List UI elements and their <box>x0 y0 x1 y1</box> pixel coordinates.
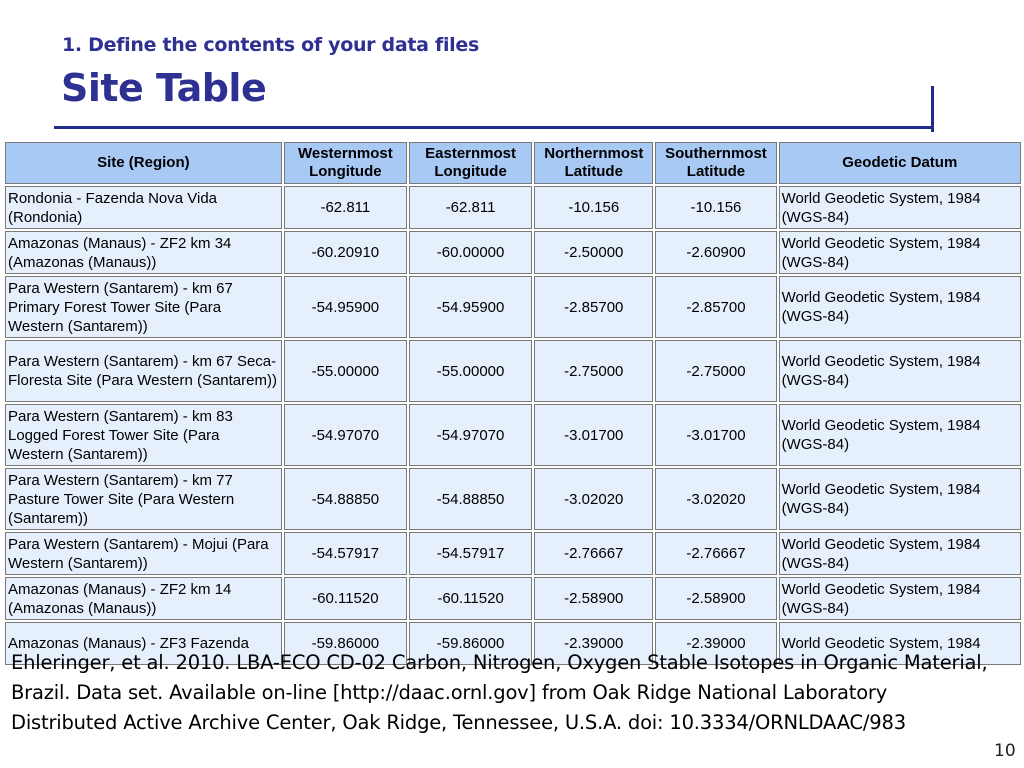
cell-north-lat: -2.85700 <box>534 276 653 338</box>
cell-west-lon: -60.11520 <box>284 577 407 620</box>
table-header-row <box>5 142 1021 184</box>
cell-site: Para Western (Santarem) - km 67 Seca-Floresta Site (Para Western (Santarem)) <box>5 340 282 402</box>
cell-south-lat: -3.02020 <box>655 468 776 530</box>
cell-west-lon: -55.00000 <box>284 340 407 402</box>
cell-datum: World Geodetic System, 1984 (WGS-84) <box>779 186 1021 229</box>
cell-datum: World Geodetic System, 1984 (WGS-84) <box>779 532 1021 575</box>
cell-site: Para Western (Santarem) - km 83 Logged Forest Tower Site (Para Western (Santarem)) <box>5 404 282 466</box>
header-southernmost-latitude: Southernmost Latitude <box>655 142 776 184</box>
title-underline-tick <box>931 86 934 132</box>
cell-west-lon: -62.811 <box>284 186 407 229</box>
cell-site: Amazonas (Manaus) - ZF2 km 14 (Amazonas (Manaus)) <box>5 577 282 620</box>
cell-datum: World Geodetic System, 1984 (WGS-84) <box>779 468 1021 530</box>
cell-datum: World Geodetic System, 1984 (WGS-84) <box>779 577 1021 620</box>
cell-west-lon: -54.95900 <box>284 276 407 338</box>
table-row <box>5 577 1021 620</box>
cell-east-lon: -54.95900 <box>409 276 532 338</box>
page-number: 10 <box>994 741 1016 761</box>
cell-south-lat: -2.76667 <box>655 532 776 575</box>
table-row <box>5 340 1021 402</box>
cell-south-lat: -2.39000 <box>655 622 776 665</box>
table-row <box>5 404 1021 466</box>
cell-south-lat: -3.01700 <box>655 404 776 466</box>
cell-south-lat: -2.58900 <box>655 577 776 620</box>
cell-north-lat: -2.76667 <box>534 532 653 575</box>
cell-east-lon: -59.86000 <box>409 622 532 665</box>
header-westernmost-longitude: Westernmost Longitude <box>284 142 407 184</box>
cell-east-lon: -60.00000 <box>409 231 532 274</box>
cell-south-lat: -2.75000 <box>655 340 776 402</box>
cell-east-lon: -54.57917 <box>409 532 532 575</box>
header-northernmost-latitude: Northernmost Latitude <box>534 142 653 184</box>
cell-site: Para Western (Santarem) - Mojui (Para Western (Santarem)) <box>5 532 282 575</box>
table-row <box>5 468 1021 530</box>
slide-title: Site Table <box>61 66 267 110</box>
cell-datum: World Geodetic System, 1984 <box>779 622 1021 665</box>
cell-datum: World Geodetic System, 1984 (WGS-84) <box>779 404 1021 466</box>
cell-site: Amazonas (Manaus) - ZF3 Fazenda <box>5 622 282 665</box>
site-table-container <box>3 140 1023 652</box>
cell-north-lat: -2.75000 <box>534 340 653 402</box>
cell-north-lat: -2.39000 <box>534 622 653 665</box>
cell-south-lat: -2.60900 <box>655 231 776 274</box>
cell-west-lon: -54.57917 <box>284 532 407 575</box>
cell-site: Rondonia - Fazenda Nova Vida (Rondonia) <box>5 186 282 229</box>
cell-site: Para Western (Santarem) - km 77 Pasture Tower Site (Para Western (Santarem)) <box>5 468 282 530</box>
cell-north-lat: -3.02020 <box>534 468 653 530</box>
cell-site: Para Western (Santarem) - km 67 Primary Forest Tower Site (Para Western (Santarem)) <box>5 276 282 338</box>
cell-east-lon: -54.88850 <box>409 468 532 530</box>
cell-north-lat: -2.50000 <box>534 231 653 274</box>
cell-west-lon: -54.97070 <box>284 404 407 466</box>
table-row <box>5 186 1021 229</box>
cell-north-lat: -10.156 <box>534 186 653 229</box>
cell-datum: World Geodetic System, 1984 (WGS-84) <box>779 231 1021 274</box>
cell-east-lon: -55.00000 <box>409 340 532 402</box>
cell-east-lon: -62.811 <box>409 186 532 229</box>
citation-text: Ehleringer, et al. 2010. LBA-ECO CD-02 Carbon, Nitrogen, Oxygen Stable Isotopes in Organic Material, Brazil. Data set. Available on-line [http://daac.ornl.gov] from Oak Ridge National Laboratory Distributed Active Archive Center, Oak Ridge, Tennessee, U.S.A. doi: 10.3334/ORNLDAAC/983 <box>11 651 988 734</box>
cell-datum: World Geodetic System, 1984 (WGS-84) <box>779 276 1021 338</box>
cell-north-lat: -2.58900 <box>534 577 653 620</box>
table-row <box>5 231 1021 274</box>
cell-datum: World Geodetic System, 1984 (WGS-84) <box>779 340 1021 402</box>
cell-east-lon: -60.11520 <box>409 577 532 620</box>
site-table <box>3 140 1023 667</box>
table-row <box>5 276 1021 338</box>
cell-west-lon: -60.20910 <box>284 231 407 274</box>
header-geodetic-datum: Geodetic Datum <box>779 142 1021 184</box>
header-easternmost-longitude: Easternmost Longitude <box>409 142 532 184</box>
cell-south-lat: -10.156 <box>655 186 776 229</box>
cell-north-lat: -3.01700 <box>534 404 653 466</box>
cell-west-lon: -59.86000 <box>284 622 407 665</box>
title-underline <box>54 126 932 129</box>
cell-site: Amazonas (Manaus) - ZF2 km 34 (Amazonas (Manaus)) <box>5 231 282 274</box>
header-site-region: Site (Region) <box>5 142 282 184</box>
table-row <box>5 532 1021 575</box>
cell-east-lon: -54.97070 <box>409 404 532 466</box>
cell-south-lat: -2.85700 <box>655 276 776 338</box>
slide-subtitle: 1. Define the contents of your data files <box>62 34 479 56</box>
cell-west-lon: -54.88850 <box>284 468 407 530</box>
